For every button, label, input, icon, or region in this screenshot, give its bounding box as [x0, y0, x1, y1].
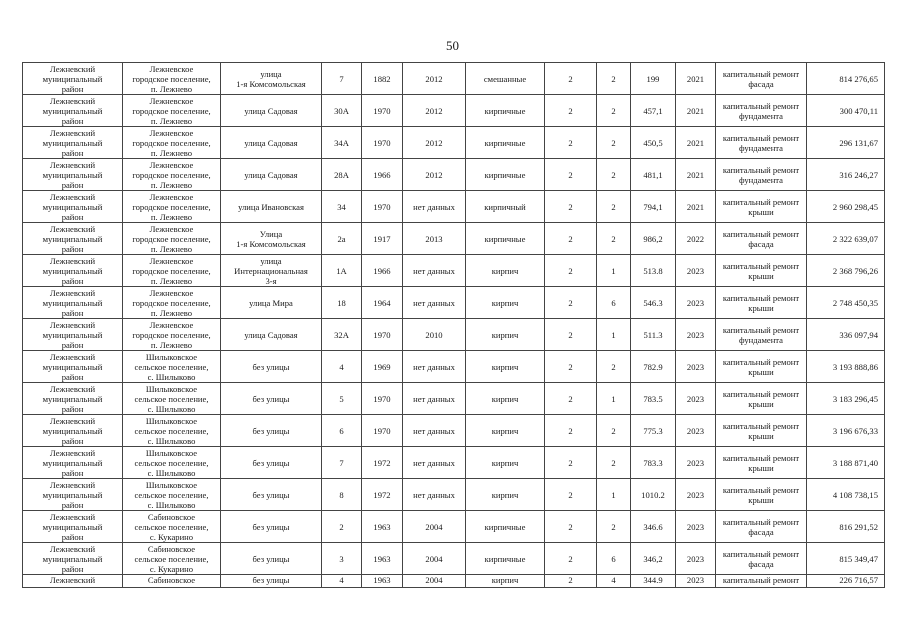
- cell-build-year: 1970: [362, 319, 403, 351]
- cell-street: без улицы: [221, 447, 322, 479]
- cell-plan-year: 2023: [676, 479, 716, 511]
- cell-last-repair-year: 2012: [403, 95, 466, 127]
- cell-district: Лежневский муниципальный район: [23, 223, 123, 255]
- cell-house-number: 2: [322, 511, 362, 543]
- cell-build-year: 1970: [362, 95, 403, 127]
- cell-district: Лежневский муниципальный район: [23, 63, 123, 95]
- cell-cost: 4 108 738,15: [807, 479, 885, 511]
- cell-district: Лежневский муниципальный район: [23, 383, 123, 415]
- cell-house-number: 4: [322, 575, 362, 588]
- cell-last-repair-year: 2004: [403, 511, 466, 543]
- cell-entrances: 2: [597, 159, 631, 191]
- cell-cost: 2 368 796,26: [807, 255, 885, 287]
- cell-floors: 2: [545, 191, 597, 223]
- cell-house-number: 34А: [322, 127, 362, 159]
- cell-settlement: Сабиновское: [123, 575, 221, 588]
- cell-wall-material: кирпичные: [466, 543, 545, 575]
- cell-wall-material: кирпичные: [466, 511, 545, 543]
- cell-entrances: 1: [597, 319, 631, 351]
- cell-entrances: 2: [597, 351, 631, 383]
- cell-last-repair-year: нет данных: [403, 191, 466, 223]
- cell-floors: 2: [545, 95, 597, 127]
- cell-wall-material: кирпичный: [466, 191, 545, 223]
- cell-wall-material: кирпич: [466, 287, 545, 319]
- housing-repair-table: [22, 62, 885, 588]
- cell-cost: 3 196 676,33: [807, 415, 885, 447]
- cell-build-year: 1882: [362, 63, 403, 95]
- cell-work-type: капитальный ремонт фундамента: [716, 159, 807, 191]
- cell-house-number: 34: [322, 191, 362, 223]
- cell-house-number: 4: [322, 351, 362, 383]
- cell-floors: 2: [545, 159, 597, 191]
- cell-settlement: Лежневское городское поселение, п. Лежнево: [123, 255, 221, 287]
- cell-last-repair-year: нет данных: [403, 287, 466, 319]
- page-number: 50: [446, 38, 459, 53]
- cell-district: Лежневский муниципальный район: [23, 95, 123, 127]
- cell-wall-material: кирпичные: [466, 223, 545, 255]
- cell-work-type: капитальный ремонт фасада: [716, 543, 807, 575]
- cell-area: 199: [631, 63, 676, 95]
- cell-last-repair-year: нет данных: [403, 479, 466, 511]
- cell-cost: 316 246,27: [807, 159, 885, 191]
- cell-street: улица 1-я Комсомольская: [221, 63, 322, 95]
- cell-plan-year: 2023: [676, 415, 716, 447]
- cell-street: без улицы: [221, 479, 322, 511]
- cell-last-repair-year: нет данных: [403, 447, 466, 479]
- cell-settlement: Шилыковское сельское поселение, с. Шилыково: [123, 447, 221, 479]
- cell-plan-year: 2023: [676, 543, 716, 575]
- cell-district: Лежневский муниципальный район: [23, 287, 123, 319]
- cell-district: Лежневский муниципальный район: [23, 511, 123, 543]
- cell-settlement: Шилыковское сельское поселение, с. Шилыково: [123, 351, 221, 383]
- cell-work-type: капитальный ремонт крыши: [716, 415, 807, 447]
- cell-last-repair-year: нет данных: [403, 383, 466, 415]
- cell-build-year: 1963: [362, 511, 403, 543]
- cell-cost: 3 183 296,45: [807, 383, 885, 415]
- table-row: [23, 511, 885, 543]
- cell-cost: 300 470,11: [807, 95, 885, 127]
- cell-work-type: капитальный ремонт фасада: [716, 511, 807, 543]
- table-row: [23, 319, 885, 351]
- cell-wall-material: смешанные: [466, 63, 545, 95]
- cell-plan-year: 2023: [676, 255, 716, 287]
- cell-street: улица Садовая: [221, 319, 322, 351]
- cell-house-number: 7: [322, 63, 362, 95]
- cell-floors: 2: [545, 383, 597, 415]
- cell-district: Лежневский муниципальный район: [23, 127, 123, 159]
- cell-area: 481,1: [631, 159, 676, 191]
- cell-area: 346.6: [631, 511, 676, 543]
- cell-plan-year: 2023: [676, 511, 716, 543]
- cell-entrances: 2: [597, 191, 631, 223]
- cell-settlement: Шилыковское сельское поселение, с. Шилыково: [123, 383, 221, 415]
- table-row: [23, 223, 885, 255]
- cell-entrances: 1: [597, 255, 631, 287]
- cell-district: Лежневский муниципальный район: [23, 255, 123, 287]
- cell-district: Лежневский муниципальный район: [23, 159, 123, 191]
- table-row: [23, 575, 885, 588]
- cell-settlement: Сабиновское сельское поселение, с. Кукарино: [123, 511, 221, 543]
- cell-area: 346,2: [631, 543, 676, 575]
- cell-plan-year: 2021: [676, 127, 716, 159]
- cell-district: Лежневский муниципальный район: [23, 479, 123, 511]
- table-row: [23, 383, 885, 415]
- cell-entrances: 2: [597, 63, 631, 95]
- table-row: [23, 543, 885, 575]
- cell-floors: 2: [545, 511, 597, 543]
- cell-last-repair-year: нет данных: [403, 351, 466, 383]
- cell-last-repair-year: 2013: [403, 223, 466, 255]
- cell-cost: 336 097,94: [807, 319, 885, 351]
- cell-wall-material: кирпич: [466, 575, 545, 588]
- cell-cost: 815 349,47: [807, 543, 885, 575]
- cell-settlement: Лежневское городское поселение, п. Лежнево: [123, 191, 221, 223]
- cell-wall-material: кирпичные: [466, 127, 545, 159]
- cell-build-year: 1969: [362, 351, 403, 383]
- cell-wall-material: кирпичные: [466, 95, 545, 127]
- cell-area: 1010.2: [631, 479, 676, 511]
- cell-last-repair-year: 2004: [403, 575, 466, 588]
- cell-area: 782.9: [631, 351, 676, 383]
- table-row: [23, 95, 885, 127]
- cell-work-type: капитальный ремонт крыши: [716, 479, 807, 511]
- table-row: [23, 415, 885, 447]
- cell-entrances: 4: [597, 575, 631, 588]
- cell-area: 511.3: [631, 319, 676, 351]
- cell-entrances: 2: [597, 223, 631, 255]
- cell-build-year: 1972: [362, 479, 403, 511]
- cell-house-number: 6: [322, 415, 362, 447]
- cell-floors: 2: [545, 351, 597, 383]
- cell-work-type: капитальный ремонт: [716, 575, 807, 588]
- cell-house-number: 28А: [322, 159, 362, 191]
- cell-house-number: 2а: [322, 223, 362, 255]
- cell-entrances: 2: [597, 95, 631, 127]
- cell-settlement: Лежневское городское поселение, п. Лежнево: [123, 95, 221, 127]
- cell-house-number: 30А: [322, 95, 362, 127]
- cell-street: без улицы: [221, 575, 322, 588]
- cell-last-repair-year: 2012: [403, 63, 466, 95]
- cell-district: Лежневский муниципальный район: [23, 191, 123, 223]
- cell-work-type: капитальный ремонт крыши: [716, 447, 807, 479]
- table-row: [23, 479, 885, 511]
- cell-district: Лежневский муниципальный район: [23, 351, 123, 383]
- cell-house-number: 18: [322, 287, 362, 319]
- cell-cost: 3 193 888,86: [807, 351, 885, 383]
- cell-cost: 226 716,57: [807, 575, 885, 588]
- cell-street: улица Интернациональная 3-я: [221, 255, 322, 287]
- cell-work-type: капитальный ремонт крыши: [716, 383, 807, 415]
- cell-build-year: 1917: [362, 223, 403, 255]
- cell-build-year: 1963: [362, 575, 403, 588]
- cell-last-repair-year: нет данных: [403, 415, 466, 447]
- cell-house-number: 1А: [322, 255, 362, 287]
- cell-area: 783.5: [631, 383, 676, 415]
- table-row: [23, 63, 885, 95]
- cell-street: без улицы: [221, 543, 322, 575]
- cell-house-number: 7: [322, 447, 362, 479]
- cell-plan-year: 2023: [676, 383, 716, 415]
- cell-cost: 2 960 298,45: [807, 191, 885, 223]
- cell-build-year: 1966: [362, 255, 403, 287]
- cell-plan-year: 2022: [676, 223, 716, 255]
- cell-plan-year: 2023: [676, 351, 716, 383]
- cell-last-repair-year: 2004: [403, 543, 466, 575]
- cell-entrances: 2: [597, 447, 631, 479]
- cell-wall-material: кирпич: [466, 351, 545, 383]
- cell-entrances: 2: [597, 415, 631, 447]
- cell-build-year: 1972: [362, 447, 403, 479]
- cell-settlement: Лежневское городское поселение, п. Лежнево: [123, 63, 221, 95]
- cell-build-year: 1970: [362, 127, 403, 159]
- cell-entrances: 1: [597, 479, 631, 511]
- cell-area: 775.3: [631, 415, 676, 447]
- cell-area: 986,2: [631, 223, 676, 255]
- cell-last-repair-year: нет данных: [403, 255, 466, 287]
- cell-street: без улицы: [221, 351, 322, 383]
- cell-cost: 814 276,65: [807, 63, 885, 95]
- cell-street: без улицы: [221, 511, 322, 543]
- cell-work-type: капитальный ремонт крыши: [716, 255, 807, 287]
- cell-entrances: 2: [597, 127, 631, 159]
- cell-area: 513.8: [631, 255, 676, 287]
- cell-build-year: 1970: [362, 191, 403, 223]
- cell-work-type: капитальный ремонт крыши: [716, 191, 807, 223]
- cell-wall-material: кирпич: [466, 255, 545, 287]
- cell-street: улица Ивановская: [221, 191, 322, 223]
- cell-work-type: капитальный ремонт крыши: [716, 351, 807, 383]
- cell-floors: 2: [545, 415, 597, 447]
- cell-entrances: 6: [597, 287, 631, 319]
- cell-area: 457,1: [631, 95, 676, 127]
- table-row: [23, 351, 885, 383]
- cell-settlement: Лежневское городское поселение, п. Лежнево: [123, 223, 221, 255]
- cell-area: 344.9: [631, 575, 676, 588]
- cell-street: улица Мира: [221, 287, 322, 319]
- cell-house-number: 8: [322, 479, 362, 511]
- cell-plan-year: 2023: [676, 287, 716, 319]
- cell-cost: 2 748 450,35: [807, 287, 885, 319]
- cell-cost: 816 291,52: [807, 511, 885, 543]
- cell-plan-year: 2023: [676, 575, 716, 588]
- table-row: [23, 287, 885, 319]
- cell-floors: 2: [545, 319, 597, 351]
- cell-last-repair-year: 2012: [403, 159, 466, 191]
- cell-plan-year: 2021: [676, 95, 716, 127]
- cell-wall-material: кирпич: [466, 447, 545, 479]
- cell-house-number: 5: [322, 383, 362, 415]
- cell-build-year: 1970: [362, 415, 403, 447]
- cell-plan-year: 2023: [676, 319, 716, 351]
- cell-floors: 2: [545, 479, 597, 511]
- cell-plan-year: 2021: [676, 63, 716, 95]
- table-row: [23, 447, 885, 479]
- cell-district: Лежневский муниципальный район: [23, 415, 123, 447]
- cell-district: Лежневский: [23, 575, 123, 588]
- cell-work-type: капитальный ремонт фундамента: [716, 319, 807, 351]
- cell-work-type: капитальный ремонт фасада: [716, 223, 807, 255]
- cell-work-type: капитальный ремонт фундамента: [716, 95, 807, 127]
- cell-cost: 3 188 871,40: [807, 447, 885, 479]
- cell-cost: 2 322 639,07: [807, 223, 885, 255]
- cell-entrances: 6: [597, 543, 631, 575]
- cell-work-type: капитальный ремонт крыши: [716, 287, 807, 319]
- cell-entrances: 2: [597, 511, 631, 543]
- cell-work-type: капитальный ремонт фасада: [716, 63, 807, 95]
- cell-settlement: Сабиновское сельское поселение, с. Кукарино: [123, 543, 221, 575]
- cell-floors: 2: [545, 447, 597, 479]
- table-row: [23, 159, 885, 191]
- cell-settlement: Лежневское городское поселение, п. Лежнево: [123, 159, 221, 191]
- cell-street: улица Садовая: [221, 127, 322, 159]
- cell-settlement: Шилыковское сельское поселение, с. Шилыково: [123, 479, 221, 511]
- table-row: [23, 255, 885, 287]
- cell-wall-material: кирпич: [466, 415, 545, 447]
- cell-cost: 296 131,67: [807, 127, 885, 159]
- cell-area: 450,5: [631, 127, 676, 159]
- cell-floors: 2: [545, 287, 597, 319]
- cell-settlement: Лежневское городское поселение, п. Лежнево: [123, 319, 221, 351]
- cell-district: Лежневский муниципальный район: [23, 543, 123, 575]
- cell-settlement: Лежневское городское поселение, п. Лежнево: [123, 287, 221, 319]
- cell-floors: 2: [545, 63, 597, 95]
- cell-plan-year: 2021: [676, 159, 716, 191]
- cell-area: 794,1: [631, 191, 676, 223]
- cell-entrances: 1: [597, 383, 631, 415]
- cell-plan-year: 2023: [676, 447, 716, 479]
- cell-street: Улица 1-я Комсомольская: [221, 223, 322, 255]
- cell-settlement: Шилыковское сельское поселение, с. Шилыково: [123, 415, 221, 447]
- cell-plan-year: 2021: [676, 191, 716, 223]
- cell-wall-material: кирпич: [466, 319, 545, 351]
- cell-floors: 2: [545, 255, 597, 287]
- cell-wall-material: кирпичные: [466, 159, 545, 191]
- cell-street: улица Садовая: [221, 159, 322, 191]
- cell-district: Лежневский муниципальный район: [23, 319, 123, 351]
- cell-floors: 2: [545, 543, 597, 575]
- cell-district: Лежневский муниципальный район: [23, 447, 123, 479]
- cell-street: улица Садовая: [221, 95, 322, 127]
- cell-floors: 2: [545, 575, 597, 588]
- cell-floors: 2: [545, 127, 597, 159]
- cell-house-number: 3: [322, 543, 362, 575]
- cell-floors: 2: [545, 223, 597, 255]
- cell-build-year: 1964: [362, 287, 403, 319]
- cell-wall-material: кирпич: [466, 479, 545, 511]
- cell-work-type: капитальный ремонт фундамента: [716, 127, 807, 159]
- cell-build-year: 1963: [362, 543, 403, 575]
- cell-last-repair-year: 2010: [403, 319, 466, 351]
- cell-area: 783.3: [631, 447, 676, 479]
- cell-last-repair-year: 2012: [403, 127, 466, 159]
- cell-street: без улицы: [221, 415, 322, 447]
- table-row: [23, 127, 885, 159]
- cell-wall-material: кирпич: [466, 383, 545, 415]
- cell-build-year: 1970: [362, 383, 403, 415]
- cell-street: без улицы: [221, 383, 322, 415]
- cell-house-number: 32А: [322, 319, 362, 351]
- cell-settlement: Лежневское городское поселение, п. Лежнево: [123, 127, 221, 159]
- cell-build-year: 1966: [362, 159, 403, 191]
- cell-area: 546.3: [631, 287, 676, 319]
- table-row: [23, 191, 885, 223]
